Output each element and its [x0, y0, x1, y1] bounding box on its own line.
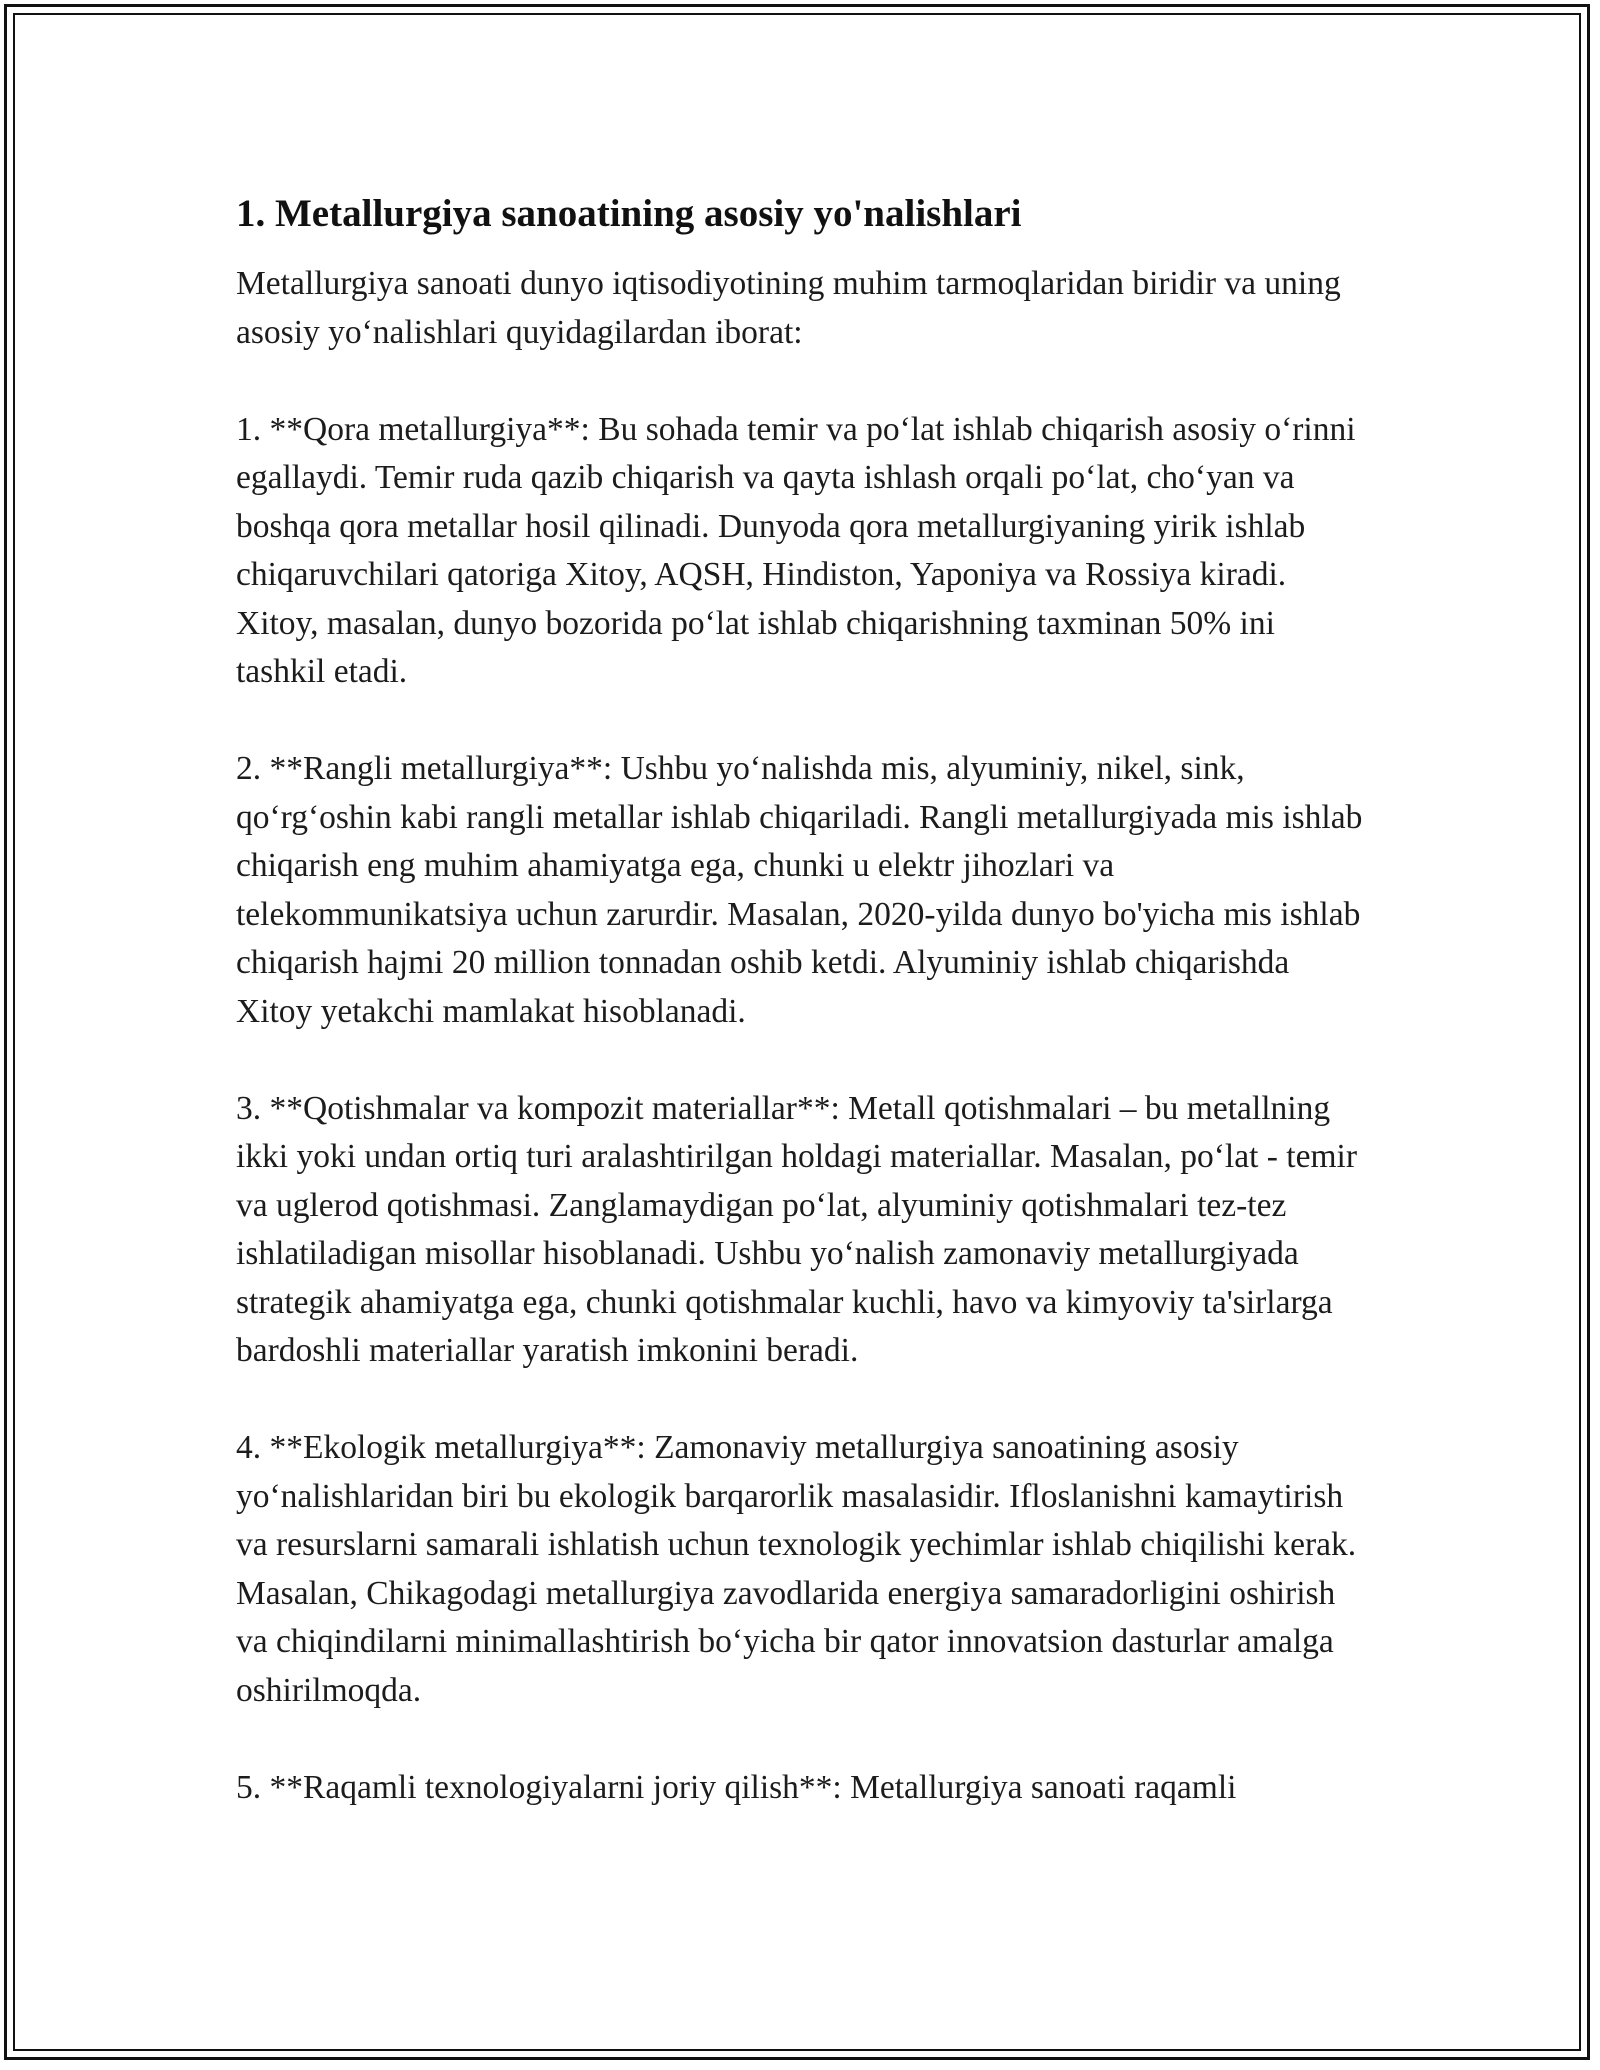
paragraph-raqamli-texnologiyalar: 5. **Raqamli texnologiyalarni joriy qilish**: Metallurgiya sanoati raqamli: [236, 1768, 1237, 1806]
document-body: [236, 186, 1364, 1861]
paragraph-rangli-metallurgiya: 2. **Rangli metallurgiya**: Ushbu yo‘nalishda mis, alyuminiy, nikel, sink, qo‘rg‘oshin kabi rangli metallar ishlab chiqariladi. Rangli metallurgiyada mis ishlab chiqarish eng muhim ahamiyatga ega, chunki u elektr jihozlari va telekommunikatsiya uchun zarurdir. Masalan, 2020-yilda dunyo bo'yicha mis ishlab chiqarish hajmi 20 million tonnadan oshib ketdi. Alyuminiy ishlab chiqarishda Xitoy yetakchi mamlakat hisoblanadi.: [236, 750, 1363, 1030]
document-title: 1. Metallurgiya sanoatining asosiy yo'nalishlari: [236, 192, 1022, 235]
paragraph-qora-metallurgiya: 1. **Qora metallurgiya**: Bu sohada temir va po‘lat ishlab chiqarish asosiy o‘rinni egallaydi. Temir ruda qazib chiqarish va qayta ishlash orqali po‘lat, cho‘yan va boshqa qora metallar hosil qilinadi. Dunyoda qora metallurgiyaning yirik ishlab chiqaruvchilari qatoriga Xitoy, AQSH, Hindiston, Yaponiya va Rossiya kiradi. Xitoy, masalan, dunyo bozorida po‘lat ishlab chiqarishning taxminan 50% ini tashkil etadi.: [236, 410, 1356, 690]
paragraph-ekologik-metallurgiya: 4. **Ekologik metallurgiya**: Zamonaviy metallurgiya sanoatining asosiy yo‘nalishlaridan biri bu ekologik barqarorlik masalasidir. Ifloslanishni kamaytirish va resurslarni samarali ishlatish uchun texnologik yechimlar ishlab chiqilishi kerak. Masalan, Chikagodagi metallurgiya zavodlarida energiya samaradorligini oshirish va chiqindilarni minimallashtirish bo‘yicha bir qator innovatsion dasturlar amalga oshirilmoqda.: [236, 1429, 1357, 1709]
paragraph-qotishmalar: 3. **Qotishmalar va kompozit materiallar**: Metall qotishmalari – bu metallning ikki yoki undan ortiq turi aralashtirilgan holdagi materiallar. Masalan, po‘lat - temir va uglerod qotishmasi. Zanglamaydigan po‘lat, alyuminiy qotishmalari tez-tez ishlatiladigan misollar hisoblanadi. Ushbu yo‘nalish zamonaviy metallurgiyada strategik ahamiyatga ega, chunki qotishmalar kuchli, havo va kimyoviy ta'sirlarga bardoshli materiallar yaratish imkonini beradi.: [236, 1089, 1358, 1369]
intro-paragraph: Metallurgiya sanoati dunyo iqtisodiyotining muhim tarmoqlaridan biridir va uning asosiy yo‘nalishlari quyidagilardan iborat:: [236, 265, 1341, 351]
